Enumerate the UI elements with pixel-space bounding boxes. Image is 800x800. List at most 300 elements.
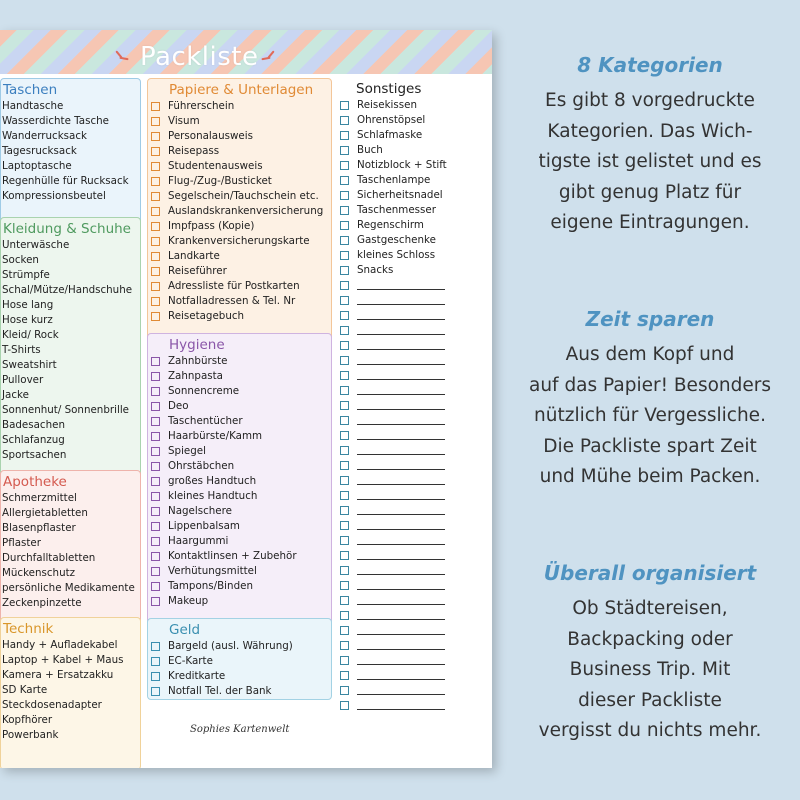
checkbox-icon[interactable] bbox=[151, 402, 160, 411]
checkbox-icon[interactable] bbox=[151, 282, 160, 291]
checkbox-icon[interactable] bbox=[340, 356, 349, 365]
item-label: Snacks bbox=[357, 264, 394, 276]
item-label: Kleid/ Rock bbox=[2, 329, 59, 341]
blank-entry[interactable] bbox=[340, 368, 480, 383]
blank-entry[interactable] bbox=[340, 653, 480, 668]
list-item[interactable] bbox=[151, 669, 331, 684]
blank-entry[interactable] bbox=[340, 698, 480, 713]
checkbox-icon[interactable] bbox=[340, 491, 349, 500]
list-item[interactable] bbox=[151, 114, 331, 129]
checkbox-icon[interactable] bbox=[340, 311, 349, 320]
item-label: Krankenversicherungskarte bbox=[168, 235, 310, 247]
checkbox-icon[interactable] bbox=[151, 252, 160, 261]
item-label: Handtasche bbox=[2, 100, 64, 112]
info-text bbox=[500, 340, 800, 493]
write-line[interactable] bbox=[357, 387, 445, 395]
list-item[interactable] bbox=[151, 474, 331, 489]
blank-entry[interactable] bbox=[340, 668, 480, 683]
list-item[interactable] bbox=[151, 399, 331, 414]
list-item bbox=[1, 521, 140, 536]
item-label: Schlafmaske bbox=[357, 129, 423, 141]
checkbox-icon[interactable] bbox=[151, 687, 160, 696]
write-line[interactable] bbox=[357, 447, 445, 455]
checkbox-icon[interactable] bbox=[340, 701, 349, 710]
checkbox-icon[interactable] bbox=[151, 567, 160, 576]
item-label: Adressliste für Postkarten bbox=[168, 280, 300, 292]
info-line: nützlich für Vergessliche. bbox=[534, 405, 766, 426]
item-label: Deo bbox=[168, 400, 189, 412]
blank-entry[interactable] bbox=[340, 383, 480, 398]
list-item[interactable] bbox=[151, 219, 331, 234]
item-label: Nagelschere bbox=[168, 505, 232, 517]
list-item[interactable] bbox=[340, 203, 480, 218]
list-item[interactable] bbox=[151, 414, 331, 429]
checkbox-icon[interactable] bbox=[151, 432, 160, 441]
item-label: Steckdosenadapter bbox=[2, 699, 102, 711]
write-line[interactable] bbox=[357, 417, 445, 425]
blank-entry[interactable] bbox=[340, 533, 480, 548]
write-line[interactable] bbox=[357, 702, 445, 710]
blank-entry[interactable] bbox=[340, 323, 480, 338]
checkbox-icon[interactable] bbox=[340, 326, 349, 335]
checkbox-icon[interactable] bbox=[151, 222, 160, 231]
item-label: großes Handtuch bbox=[168, 475, 257, 487]
checkbox-icon[interactable] bbox=[151, 267, 160, 276]
section-apotheke bbox=[0, 470, 141, 638]
checkbox-icon[interactable] bbox=[151, 462, 160, 471]
checkbox-icon[interactable] bbox=[151, 597, 160, 606]
item-label: Socken bbox=[2, 254, 39, 266]
list-item[interactable] bbox=[151, 564, 331, 579]
list-item[interactable] bbox=[151, 639, 331, 654]
signature: Sophies Kartenwelt bbox=[190, 724, 290, 735]
list-item[interactable] bbox=[151, 249, 331, 264]
checkbox-icon[interactable] bbox=[151, 372, 160, 381]
list-item[interactable] bbox=[151, 504, 331, 519]
item-label: Spiegel bbox=[168, 445, 206, 457]
list-item[interactable] bbox=[151, 309, 331, 324]
item-label: Powerbank bbox=[2, 729, 59, 741]
item-label: Blasenpflaster bbox=[2, 522, 76, 534]
checkbox-icon[interactable] bbox=[340, 296, 349, 305]
list-item[interactable] bbox=[151, 99, 331, 114]
checkbox-icon[interactable] bbox=[151, 147, 160, 156]
section-sonstiges bbox=[340, 80, 480, 713]
write-line[interactable] bbox=[357, 552, 445, 560]
write-line[interactable] bbox=[357, 372, 445, 380]
blank-entry[interactable] bbox=[340, 593, 480, 608]
blank-entry[interactable] bbox=[340, 518, 480, 533]
list-item bbox=[1, 298, 140, 313]
checkbox-icon[interactable] bbox=[340, 116, 349, 125]
list-item[interactable] bbox=[151, 429, 331, 444]
item-label: Reiseführer bbox=[168, 265, 227, 277]
checkbox-icon[interactable] bbox=[151, 312, 160, 321]
item-label: Sicherheitsnadel bbox=[357, 189, 443, 201]
section-geld bbox=[147, 618, 332, 700]
write-line[interactable] bbox=[357, 507, 445, 515]
checkbox-icon[interactable] bbox=[340, 551, 349, 560]
write-line[interactable] bbox=[357, 627, 445, 635]
checkbox-icon[interactable] bbox=[340, 476, 349, 485]
blank-entry[interactable] bbox=[340, 683, 480, 698]
item-label: Notfall Tel. der Bank bbox=[168, 685, 272, 697]
checkbox-icon[interactable] bbox=[340, 161, 349, 170]
item-label: Sweatshirt bbox=[2, 359, 57, 371]
item-label: Notfalladressen & Tel. Nr bbox=[168, 295, 296, 307]
write-line[interactable] bbox=[357, 432, 445, 440]
checkbox-icon[interactable] bbox=[340, 566, 349, 575]
item-label: Regenhülle für Rucksack bbox=[2, 175, 129, 187]
info-text bbox=[500, 86, 800, 239]
list-item[interactable] bbox=[151, 489, 331, 504]
list-item bbox=[1, 418, 140, 433]
item-label: Jacke bbox=[2, 389, 29, 401]
write-line[interactable] bbox=[357, 567, 445, 575]
info-line: vergisst du nichts mehr. bbox=[538, 720, 762, 741]
item-label: Haarbürste/Kamm bbox=[168, 430, 263, 442]
blank-entry[interactable] bbox=[340, 503, 480, 518]
checkbox-icon[interactable] bbox=[151, 642, 160, 651]
checkbox-icon[interactable] bbox=[340, 221, 349, 230]
item-label: Lippenbalsam bbox=[168, 520, 240, 532]
checkbox-icon[interactable] bbox=[340, 521, 349, 530]
list-item bbox=[1, 653, 140, 668]
checkbox-icon[interactable] bbox=[340, 371, 349, 380]
checkbox-icon[interactable] bbox=[151, 387, 160, 396]
list-item[interactable] bbox=[151, 159, 331, 174]
blank-entry[interactable] bbox=[340, 638, 480, 653]
info-line: dieser Packliste bbox=[578, 689, 722, 711]
section-kleidung bbox=[0, 217, 141, 489]
section-hygiene bbox=[147, 333, 332, 638]
write-line[interactable] bbox=[357, 312, 445, 320]
list-item bbox=[1, 448, 140, 463]
list-item bbox=[1, 403, 140, 418]
write-line[interactable] bbox=[357, 522, 445, 530]
item-label: Sportsachen bbox=[2, 449, 67, 461]
item-label: Sonnencreme bbox=[168, 385, 240, 397]
info-line: tigste ist gelistet und es bbox=[538, 151, 762, 172]
list-item bbox=[1, 144, 140, 159]
checkbox-icon[interactable] bbox=[340, 266, 349, 275]
checkbox-icon[interactable] bbox=[340, 536, 349, 545]
item-label: Unterwäsche bbox=[2, 239, 70, 251]
item-label: Notizblock + Stift bbox=[357, 159, 447, 171]
list-item bbox=[1, 536, 140, 551]
write-line[interactable] bbox=[357, 582, 445, 590]
checkbox-icon[interactable] bbox=[340, 656, 349, 665]
checkbox-icon[interactable] bbox=[340, 131, 349, 140]
info-line: gibt genug Platz für bbox=[558, 181, 742, 203]
item-label: Zahnpasta bbox=[168, 370, 223, 382]
list-item bbox=[1, 566, 140, 581]
blank-entry[interactable] bbox=[340, 413, 480, 428]
list-item bbox=[1, 159, 140, 174]
item-label: persönliche Medikamente bbox=[2, 582, 135, 594]
item-label: Schmerzmittel bbox=[2, 492, 77, 504]
item-label: Strümpfe bbox=[2, 269, 50, 281]
write-line[interactable] bbox=[357, 612, 445, 620]
section-title: Taschen bbox=[3, 82, 58, 98]
blank-entry[interactable] bbox=[340, 623, 480, 638]
item-label: Regenschirm bbox=[357, 219, 424, 231]
list-item bbox=[1, 253, 140, 268]
list-item[interactable] bbox=[151, 579, 331, 594]
checkbox-icon[interactable] bbox=[151, 102, 160, 111]
item-label: Studentenausweis bbox=[168, 160, 263, 172]
write-line[interactable] bbox=[357, 477, 445, 485]
item-label: Schal/Mütze/Handschuhe bbox=[2, 284, 133, 296]
list-item[interactable] bbox=[151, 384, 331, 399]
section-title: Apotheke bbox=[3, 474, 67, 490]
item-label: EC-Karte bbox=[168, 655, 213, 667]
list-item bbox=[1, 373, 140, 388]
checkbox-icon[interactable] bbox=[151, 552, 160, 561]
info-line: Es gibt 8 vorgedruckte bbox=[545, 90, 755, 111]
list-item[interactable] bbox=[340, 263, 480, 278]
write-line[interactable] bbox=[357, 342, 445, 350]
checkbox-icon[interactable] bbox=[340, 611, 349, 620]
checkbox-icon[interactable] bbox=[340, 281, 349, 290]
list-item[interactable] bbox=[340, 218, 480, 233]
checkbox-icon[interactable] bbox=[340, 446, 349, 455]
item-label: Taschentücher bbox=[168, 415, 243, 427]
checkbox-icon[interactable] bbox=[151, 447, 160, 456]
blank-entry[interactable] bbox=[340, 443, 480, 458]
checkbox-icon[interactable] bbox=[151, 162, 160, 171]
list-item bbox=[1, 713, 140, 728]
item-label: Reisepass bbox=[168, 145, 220, 157]
list-item[interactable] bbox=[151, 684, 331, 699]
item-label: Buch bbox=[357, 144, 383, 156]
list-item[interactable] bbox=[340, 98, 480, 113]
list-item bbox=[1, 551, 140, 566]
item-label: Gastgeschenke bbox=[357, 234, 436, 246]
write-line[interactable] bbox=[357, 282, 445, 290]
list-item[interactable] bbox=[151, 654, 331, 669]
list-item[interactable] bbox=[340, 188, 480, 203]
item-label: T-Shirts bbox=[2, 344, 41, 356]
blank-entry[interactable] bbox=[340, 353, 480, 368]
checkbox-icon[interactable] bbox=[151, 492, 160, 501]
item-label: Badesachen bbox=[2, 419, 65, 431]
list-item[interactable] bbox=[151, 279, 331, 294]
list-item[interactable] bbox=[151, 444, 331, 459]
checkbox-icon[interactable] bbox=[151, 237, 160, 246]
list-item bbox=[1, 343, 140, 358]
list-item bbox=[1, 189, 140, 204]
item-label: kleines Handtuch bbox=[168, 490, 258, 502]
item-label: Hose kurz bbox=[2, 314, 53, 326]
list-item[interactable] bbox=[340, 128, 480, 143]
info-block-zeit-sparen bbox=[500, 306, 800, 493]
list-item[interactable] bbox=[151, 294, 331, 309]
checkbox-icon[interactable] bbox=[151, 582, 160, 591]
item-label: Wanderrucksack bbox=[2, 130, 87, 142]
checkbox-icon[interactable] bbox=[151, 177, 160, 186]
write-line[interactable] bbox=[357, 657, 445, 665]
blank-entry[interactable] bbox=[340, 473, 480, 488]
checkbox-icon[interactable] bbox=[340, 626, 349, 635]
blank-entry[interactable] bbox=[340, 398, 480, 413]
blank-entry[interactable] bbox=[340, 578, 480, 593]
item-label: Reisekissen bbox=[357, 99, 418, 111]
checkbox-icon[interactable] bbox=[340, 596, 349, 605]
list-item[interactable] bbox=[151, 534, 331, 549]
list-item[interactable] bbox=[340, 143, 480, 158]
info-heading: Zeit sparen bbox=[585, 307, 715, 331]
checkbox-icon[interactable] bbox=[151, 132, 160, 141]
write-line[interactable] bbox=[357, 462, 445, 470]
checkbox-icon[interactable] bbox=[340, 191, 349, 200]
checkbox-icon[interactable] bbox=[340, 686, 349, 695]
item-label: Makeup bbox=[168, 595, 209, 607]
item-label: Handy + Aufladekabel bbox=[2, 639, 118, 651]
section-technik bbox=[0, 617, 141, 768]
blank-entry[interactable] bbox=[340, 293, 480, 308]
blank-entry[interactable] bbox=[340, 308, 480, 323]
item-label: kleines Schloss bbox=[357, 249, 436, 261]
write-line[interactable] bbox=[357, 492, 445, 500]
checkbox-icon[interactable] bbox=[340, 416, 349, 425]
blank-entry[interactable] bbox=[340, 563, 480, 578]
checkbox-icon[interactable] bbox=[340, 176, 349, 185]
checkbox-icon[interactable] bbox=[340, 101, 349, 110]
section-title: Papiere & Unterlagen bbox=[169, 82, 314, 98]
checkbox-icon[interactable] bbox=[151, 192, 160, 201]
write-line[interactable] bbox=[357, 297, 445, 305]
info-line: Ob Städtereisen, bbox=[572, 598, 728, 619]
list-item bbox=[1, 728, 140, 743]
write-line[interactable] bbox=[357, 672, 445, 680]
write-line[interactable] bbox=[357, 537, 445, 545]
list-item[interactable] bbox=[151, 264, 331, 279]
item-label: Haargummi bbox=[168, 535, 229, 547]
list-item[interactable] bbox=[340, 248, 480, 263]
write-line[interactable] bbox=[357, 597, 445, 605]
checkbox-icon[interactable] bbox=[151, 297, 160, 306]
list-item[interactable] bbox=[151, 519, 331, 534]
list-item[interactable] bbox=[151, 144, 331, 159]
list-item[interactable] bbox=[340, 173, 480, 188]
write-line[interactable] bbox=[357, 402, 445, 410]
list-item[interactable] bbox=[151, 459, 331, 474]
item-label: Kontaktlinsen + Zubehör bbox=[168, 550, 297, 562]
checkbox-icon[interactable] bbox=[151, 417, 160, 426]
checkbox-icon[interactable] bbox=[340, 506, 349, 515]
item-label: Laptop + Kabel + Maus bbox=[2, 654, 124, 666]
blank-entry[interactable] bbox=[340, 548, 480, 563]
checkbox-icon[interactable] bbox=[151, 207, 160, 216]
info-line: auf das Papier! Besonders bbox=[528, 374, 771, 396]
blank-entry[interactable] bbox=[340, 488, 480, 503]
item-label: Kopfhörer bbox=[2, 714, 53, 726]
checkbox-icon[interactable] bbox=[151, 477, 160, 486]
info-line: Business Trip. Mit bbox=[569, 659, 731, 680]
list-item[interactable] bbox=[151, 354, 331, 369]
title-spark-left-icon bbox=[118, 50, 128, 68]
item-label: SD Karte bbox=[2, 684, 48, 696]
blank-entry[interactable] bbox=[340, 458, 480, 473]
list-item[interactable] bbox=[340, 233, 480, 248]
item-label: Pullover bbox=[2, 374, 44, 386]
list-item[interactable] bbox=[151, 549, 331, 564]
write-line[interactable] bbox=[357, 642, 445, 650]
checkbox-icon[interactable] bbox=[151, 537, 160, 546]
blank-entry[interactable] bbox=[340, 278, 480, 293]
blank-entry[interactable] bbox=[340, 608, 480, 623]
list-item bbox=[1, 668, 140, 683]
checkbox-icon[interactable] bbox=[340, 251, 349, 260]
checkbox-icon[interactable] bbox=[340, 431, 349, 440]
checkbox-icon[interactable] bbox=[340, 206, 349, 215]
item-label: Schlafanzug bbox=[2, 434, 65, 446]
list-item[interactable] bbox=[151, 129, 331, 144]
checkbox-icon[interactable] bbox=[151, 522, 160, 531]
checkbox-icon[interactable] bbox=[340, 386, 349, 395]
write-line[interactable] bbox=[357, 327, 445, 335]
blank-entry[interactable] bbox=[340, 338, 480, 353]
item-label: Pflaster bbox=[2, 537, 41, 549]
checkbox-icon[interactable] bbox=[151, 672, 160, 681]
checkbox-icon[interactable] bbox=[340, 401, 349, 410]
section-title: Technik bbox=[3, 621, 54, 637]
blank-entry[interactable] bbox=[340, 428, 480, 443]
list-item bbox=[1, 388, 140, 403]
list-item bbox=[1, 114, 140, 129]
list-item[interactable] bbox=[151, 234, 331, 249]
section-title: Kleidung & Schuhe bbox=[3, 221, 131, 237]
checkbox-icon[interactable] bbox=[151, 507, 160, 516]
list-item[interactable] bbox=[151, 189, 331, 204]
item-label: Personalausweis bbox=[168, 130, 253, 142]
checkbox-icon[interactable] bbox=[340, 341, 349, 350]
checkbox-icon[interactable] bbox=[151, 657, 160, 666]
info-line: Aus dem Kopf und bbox=[565, 344, 735, 365]
write-line[interactable] bbox=[357, 357, 445, 365]
list-item[interactable] bbox=[151, 594, 331, 609]
write-line[interactable] bbox=[357, 687, 445, 695]
list-item[interactable] bbox=[151, 174, 331, 189]
page-title: Packliste bbox=[140, 42, 259, 72]
list-item[interactable] bbox=[340, 158, 480, 173]
item-label: Mückenschutz bbox=[2, 567, 76, 579]
item-label: Impfpass (Kopie) bbox=[168, 220, 255, 232]
checkbox-icon[interactable] bbox=[340, 671, 349, 680]
checkbox-icon[interactable] bbox=[151, 117, 160, 126]
item-label: Ohrstäbchen bbox=[168, 460, 235, 472]
checkbox-icon[interactable] bbox=[340, 581, 349, 590]
checkbox-icon[interactable] bbox=[151, 357, 160, 366]
list-item[interactable] bbox=[151, 369, 331, 384]
list-item[interactable] bbox=[151, 204, 331, 219]
list-item[interactable] bbox=[340, 113, 480, 128]
title-spark-right-icon bbox=[264, 50, 274, 68]
checkbox-icon[interactable] bbox=[340, 236, 349, 245]
list-item bbox=[1, 491, 140, 506]
checkbox-icon[interactable] bbox=[340, 146, 349, 155]
list-item bbox=[1, 358, 140, 373]
item-label: Allergietabletten bbox=[2, 507, 88, 519]
list-item bbox=[1, 328, 140, 343]
checkbox-icon[interactable] bbox=[340, 461, 349, 470]
checkbox-icon[interactable] bbox=[340, 641, 349, 650]
list-item bbox=[1, 313, 140, 328]
item-label: Kreditkarte bbox=[168, 670, 226, 682]
item-label: Kamera + Ersatzakku bbox=[2, 669, 114, 681]
info-line: Backpacking oder bbox=[567, 628, 733, 650]
